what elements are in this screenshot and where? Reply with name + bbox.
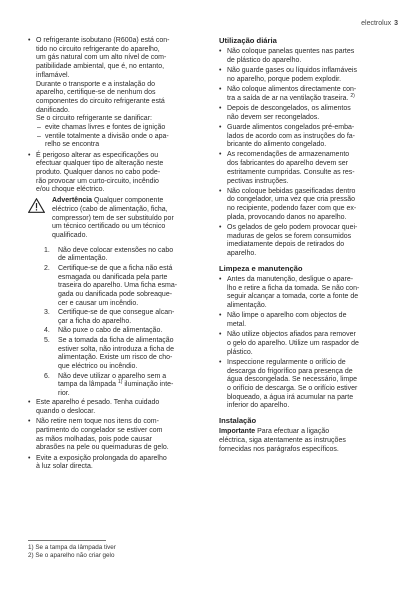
warning-text bbox=[52, 197, 215, 241]
list-item bbox=[219, 331, 397, 357]
dash-sublist bbox=[36, 124, 215, 150]
installation-section bbox=[219, 417, 397, 454]
item-number: 4. bbox=[44, 327, 50, 335]
cleaning-list bbox=[219, 276, 397, 411]
bullet-text: Os gelados de gelo podem provocar quei- maduras de gelos se forem consumidos imediatamente depois de retirados do aparelho. bbox=[227, 224, 358, 258]
page-number: 3 bbox=[394, 20, 398, 27]
list-item bbox=[36, 133, 215, 150]
bullet-text: Guarde alimentos congelados pré-emba- lados de acordo com as instruções do fa- bricante do alimento congelado. bbox=[227, 123, 356, 149]
section-title-daily-use: Utilização diária bbox=[219, 36, 277, 45]
item-text: Certifique-se de que a ficha não está esmagada ou danificada pela parte traseira do aparelho. Uma ficha esma- gada ou danificada pode sobreaque- cer e causar um incêndio. bbox=[58, 264, 178, 307]
item-text: Não deve utilizar o aparelho sem a bbox=[58, 372, 167, 380]
installation-first-line: Para efectuar a ligação bbox=[255, 428, 330, 436]
footnote-ref: 2) bbox=[350, 92, 355, 99]
bullet-text: Evite a exposição prolongada do aparelho à luz solar directa. bbox=[36, 454, 167, 471]
installation-lines: eléctrica, siga atentamente as instruções fornecidas nos parágrafos específicos. bbox=[219, 437, 346, 453]
left-column bbox=[28, 37, 215, 474]
list-item bbox=[44, 247, 215, 264]
item-number: 6. bbox=[44, 372, 50, 380]
bullet-text: Não coloque alimentos directamente con- bbox=[227, 86, 357, 94]
warning-label: Advertência bbox=[52, 197, 93, 205]
list-item bbox=[44, 309, 215, 326]
list-item bbox=[28, 399, 215, 416]
handling-bullet-list bbox=[28, 399, 215, 472]
bullet-text: Não retire nem toque nos itens do com- partimento do congelador se estiver com as mãos molhadas, pois pode causar abrasões na pele ou queimaduras de gelo. bbox=[36, 418, 169, 452]
bullet-text: As recomendações de armazenamento dos fabricantes do aparelho devem ser estritamente cumpridas. Consulte as res- pectivas instruções. bbox=[227, 151, 355, 185]
footnote-ref: 1) bbox=[117, 379, 123, 386]
section-title-cleaning: Limpeza e manutenção bbox=[219, 263, 303, 273]
list-item bbox=[219, 359, 397, 411]
item-text: Não puxe o cabo de alimentação. bbox=[58, 327, 163, 335]
daily-use-list bbox=[219, 48, 397, 259]
warning-block bbox=[28, 197, 215, 241]
list-item bbox=[219, 105, 397, 122]
list-item bbox=[219, 67, 397, 84]
cleaning-section bbox=[219, 265, 397, 411]
footnote-2: 2) Se o aparelho não criar gelo bbox=[28, 551, 115, 559]
list-item bbox=[219, 224, 397, 259]
safety-bullet-list bbox=[28, 37, 215, 195]
subitem-text: evite chamas livres e fontes de ignição bbox=[45, 124, 166, 132]
list-item bbox=[219, 48, 397, 65]
bullet-text: Não coloque bebidas gaseificadas dentro do congelador, uma vez que cria pressão no recipiente, podendo fazer com que ex- plada, provocando danos no aparelho. bbox=[227, 187, 357, 221]
list-item bbox=[28, 455, 215, 472]
item-text: Certifique-se de que consegue alcan- çar a ficha do aparelho. bbox=[58, 309, 175, 325]
list-item bbox=[44, 337, 215, 372]
footnote-divider bbox=[28, 540, 106, 541]
list-item bbox=[28, 152, 215, 196]
list-item bbox=[44, 265, 215, 309]
bullet-text: Antes da manutenção, desligue o apare- lho e retire a ficha da tomada. Se não con- seguir alcançar a tomada, corte a fonte de alimentação. bbox=[227, 276, 360, 310]
subitem-text: ventile totalmente a divisão onde o apa- relho se encontra bbox=[45, 132, 169, 149]
list-item bbox=[219, 188, 397, 223]
list-item bbox=[219, 312, 397, 329]
bullet-text: É perigoso alterar as especificações ou efectuar qualquer tipo de alteração neste produto. Qualquer danos no cabo pode- rão provocar um curto-circuito, incêndio e/ou choque eléctrico. bbox=[36, 151, 164, 194]
item-number: 1. bbox=[44, 246, 50, 254]
bullet-text: Não coloque panelas quentes nas partes de plástico do aparelho. bbox=[227, 48, 355, 64]
page-header bbox=[361, 20, 398, 27]
bullet-text: Não guarde gases ou líquidos inflamáveis no aparelho, porque podem explodir. bbox=[227, 67, 357, 83]
item-text: iluminação inte- bbox=[122, 381, 174, 389]
important-label: Importante bbox=[219, 428, 256, 436]
bullet-text: Depois de descongelados, os alimentos não devem ser recongelados. bbox=[227, 104, 351, 121]
warning-triangle-icon bbox=[28, 198, 45, 213]
item-text: rior. bbox=[58, 389, 70, 397]
footnote-1: 1) Se a tampa da lâmpada tiver bbox=[28, 544, 116, 551]
list-item bbox=[219, 276, 397, 311]
numbered-list bbox=[44, 247, 215, 399]
bullet-text: Inspeccione regularmente o orifício de descarga do frigorífico para presença de água descongelada. Se necessário, limpe o orifício de descarga. Se o orifício estiver bloqueado, a água irá acumular na parte inferior do aparelho. bbox=[227, 358, 358, 410]
list-item bbox=[28, 418, 215, 453]
item-text: tampa da lâmpada bbox=[58, 381, 118, 389]
item-number: 5. bbox=[44, 336, 50, 344]
right-column bbox=[219, 37, 397, 454]
item-number: 2. bbox=[44, 264, 50, 272]
list-item bbox=[219, 151, 397, 186]
bullet-text: tra a saída de ar na ventilação traseira. bbox=[227, 94, 351, 102]
list-item bbox=[44, 373, 215, 399]
list-item bbox=[28, 37, 215, 150]
brand-name: electrolux bbox=[361, 20, 392, 27]
bullet-text: Não utilize objectos afiados para remover o gelo do aparelho. Utilize um raspador de plástico. bbox=[227, 331, 359, 356]
bullet-text: Não limpe o aparelho com objectos de metal. bbox=[227, 312, 347, 329]
footnotes bbox=[28, 540, 228, 560]
section-title-installation: Instalação bbox=[219, 416, 257, 426]
item-text: Se a tomada da ficha de alimentação estiver solta, não introduza a ficha de alimentação. Existe um risco de cho- que eléctrico ou incêndio. bbox=[58, 336, 174, 370]
installation-text bbox=[219, 428, 397, 454]
warning-lines: eléctrico (cabo de alimentação, ficha, compressor) tem de ser substituído por um técnico certificado ou um técnico qualificado. bbox=[52, 205, 174, 239]
bullet-text: Este aparelho é pesado. Tenha cuidado quando o deslocar. bbox=[36, 399, 160, 416]
item-number: 3. bbox=[44, 309, 50, 317]
item-text: Não deve colocar extensões no cabo de alimentação. bbox=[58, 246, 174, 263]
list-item bbox=[219, 86, 397, 103]
list-item bbox=[36, 124, 215, 133]
warning-first-line: Qualquer componente bbox=[92, 197, 164, 205]
list-item bbox=[219, 124, 397, 150]
bullet-text: O refrigerante isobutano (R600a) está con- tido no circuito refrigerante do aparelho, um gás natural com um alto nível de com- patibilidade ambiental, que é, no entanto, inflamável. Durante o transporte e a instalação do aparelho, certifique-se de nenhum dos componentes do circuito refrigerante está danificado. Se o circuito refrigerante se danificar: bbox=[36, 37, 170, 123]
list-item bbox=[44, 327, 215, 336]
